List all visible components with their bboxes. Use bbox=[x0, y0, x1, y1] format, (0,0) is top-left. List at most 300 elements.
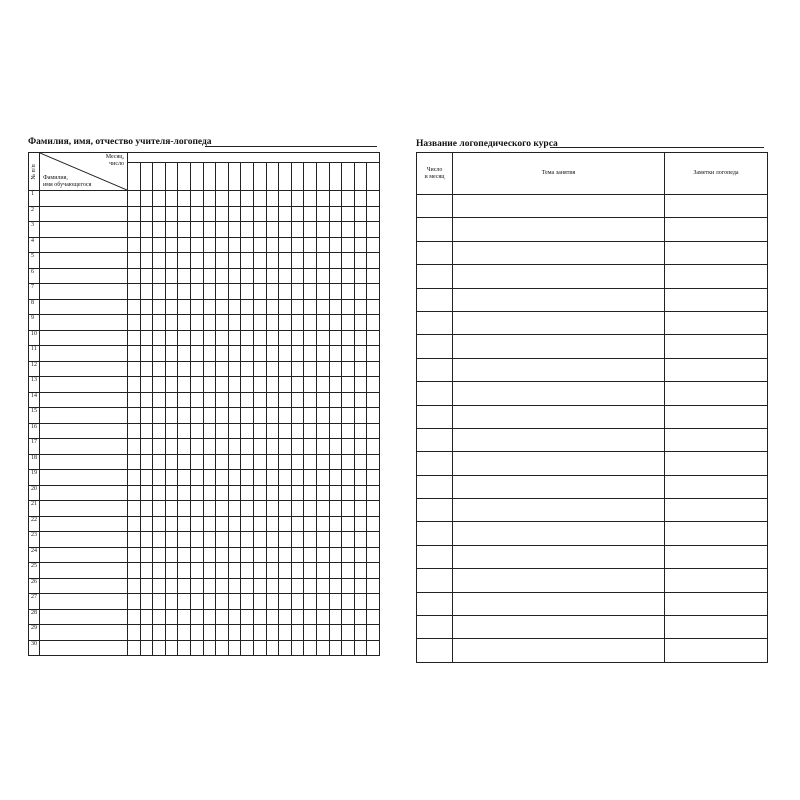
attendance-cell[interactable] bbox=[266, 191, 279, 207]
attendance-cell[interactable] bbox=[316, 330, 329, 346]
attendance-cell[interactable] bbox=[291, 578, 304, 594]
attendance-cell[interactable] bbox=[140, 454, 153, 470]
attendance-cell[interactable] bbox=[153, 423, 166, 439]
attendance-cell[interactable] bbox=[316, 222, 329, 238]
attendance-cell[interactable] bbox=[304, 346, 317, 362]
attendance-cell[interactable] bbox=[253, 594, 266, 610]
attendance-cell[interactable] bbox=[241, 485, 254, 501]
attendance-cell[interactable] bbox=[253, 253, 266, 269]
attendance-cell[interactable] bbox=[178, 237, 191, 253]
attendance-cell[interactable] bbox=[253, 237, 266, 253]
attendance-cell[interactable] bbox=[153, 594, 166, 610]
attendance-cell[interactable] bbox=[178, 532, 191, 548]
attendance-cell[interactable] bbox=[354, 454, 367, 470]
attendance-cell[interactable] bbox=[140, 439, 153, 455]
attendance-cell[interactable] bbox=[342, 377, 355, 393]
attendance-cell[interactable] bbox=[279, 268, 292, 284]
attendance-cell[interactable] bbox=[316, 377, 329, 393]
attendance-cell[interactable] bbox=[367, 454, 380, 470]
attendance-cell[interactable] bbox=[153, 392, 166, 408]
attendance-cell[interactable] bbox=[291, 470, 304, 486]
attendance-cell[interactable] bbox=[190, 299, 203, 315]
topic-cell[interactable] bbox=[453, 405, 665, 428]
attendance-cell[interactable] bbox=[190, 237, 203, 253]
attendance-cell[interactable] bbox=[354, 516, 367, 532]
attendance-cell[interactable] bbox=[316, 206, 329, 222]
date-header-cell[interactable] bbox=[241, 163, 254, 191]
attendance-cell[interactable] bbox=[216, 330, 229, 346]
attendance-cell[interactable] bbox=[329, 423, 342, 439]
attendance-cell[interactable] bbox=[165, 222, 178, 238]
notes-cell[interactable] bbox=[665, 522, 768, 545]
attendance-cell[interactable] bbox=[203, 299, 216, 315]
attendance-cell[interactable] bbox=[228, 330, 241, 346]
attendance-cell[interactable] bbox=[190, 547, 203, 563]
attendance-cell[interactable] bbox=[140, 547, 153, 563]
attendance-cell[interactable] bbox=[354, 284, 367, 300]
attendance-cell[interactable] bbox=[165, 330, 178, 346]
attendance-cell[interactable] bbox=[253, 563, 266, 579]
attendance-cell[interactable] bbox=[304, 253, 317, 269]
attendance-cell[interactable] bbox=[253, 454, 266, 470]
attendance-cell[interactable] bbox=[165, 377, 178, 393]
attendance-cell[interactable] bbox=[128, 253, 141, 269]
date-cell[interactable] bbox=[417, 569, 453, 592]
attendance-cell[interactable] bbox=[128, 640, 141, 656]
attendance-cell[interactable] bbox=[216, 501, 229, 517]
attendance-cell[interactable] bbox=[203, 454, 216, 470]
attendance-cell[interactable] bbox=[128, 299, 141, 315]
attendance-cell[interactable] bbox=[342, 408, 355, 424]
date-header-cell[interactable] bbox=[253, 163, 266, 191]
attendance-cell[interactable] bbox=[165, 470, 178, 486]
attendance-cell[interactable] bbox=[178, 578, 191, 594]
attendance-cell[interactable] bbox=[316, 578, 329, 594]
attendance-cell[interactable] bbox=[140, 237, 153, 253]
attendance-cell[interactable] bbox=[153, 501, 166, 517]
attendance-cell[interactable] bbox=[266, 640, 279, 656]
attendance-cell[interactable] bbox=[253, 361, 266, 377]
attendance-cell[interactable] bbox=[203, 594, 216, 610]
attendance-cell[interactable] bbox=[316, 609, 329, 625]
attendance-cell[interactable] bbox=[140, 485, 153, 501]
attendance-cell[interactable] bbox=[304, 299, 317, 315]
notes-cell[interactable] bbox=[665, 569, 768, 592]
attendance-cell[interactable] bbox=[190, 485, 203, 501]
attendance-cell[interactable] bbox=[329, 253, 342, 269]
attendance-cell[interactable] bbox=[178, 439, 191, 455]
attendance-cell[interactable] bbox=[279, 640, 292, 656]
attendance-cell[interactable] bbox=[241, 454, 254, 470]
attendance-cell[interactable] bbox=[342, 222, 355, 238]
attendance-cell[interactable] bbox=[153, 206, 166, 222]
attendance-cell[interactable] bbox=[354, 625, 367, 641]
topic-cell[interactable] bbox=[453, 382, 665, 405]
student-name-cell[interactable] bbox=[40, 454, 128, 470]
attendance-cell[interactable] bbox=[140, 609, 153, 625]
date-header-cell[interactable] bbox=[304, 163, 317, 191]
attendance-cell[interactable] bbox=[253, 392, 266, 408]
attendance-cell[interactable] bbox=[153, 253, 166, 269]
attendance-cell[interactable] bbox=[291, 454, 304, 470]
date-cell[interactable] bbox=[417, 475, 453, 498]
attendance-cell[interactable] bbox=[279, 408, 292, 424]
attendance-cell[interactable] bbox=[190, 439, 203, 455]
attendance-cell[interactable] bbox=[178, 361, 191, 377]
attendance-cell[interactable] bbox=[354, 485, 367, 501]
attendance-cell[interactable] bbox=[367, 532, 380, 548]
attendance-cell[interactable] bbox=[140, 625, 153, 641]
attendance-cell[interactable] bbox=[228, 346, 241, 362]
attendance-cell[interactable] bbox=[128, 392, 141, 408]
attendance-cell[interactable] bbox=[165, 408, 178, 424]
attendance-cell[interactable] bbox=[316, 392, 329, 408]
attendance-cell[interactable] bbox=[203, 191, 216, 207]
attendance-cell[interactable] bbox=[304, 206, 317, 222]
attendance-cell[interactable] bbox=[128, 284, 141, 300]
attendance-cell[interactable] bbox=[203, 377, 216, 393]
attendance-cell[interactable] bbox=[266, 625, 279, 641]
attendance-cell[interactable] bbox=[241, 532, 254, 548]
attendance-cell[interactable] bbox=[354, 191, 367, 207]
student-name-cell[interactable] bbox=[40, 547, 128, 563]
attendance-cell[interactable] bbox=[216, 253, 229, 269]
attendance-cell[interactable] bbox=[266, 594, 279, 610]
attendance-cell[interactable] bbox=[228, 284, 241, 300]
attendance-cell[interactable] bbox=[190, 392, 203, 408]
date-cell[interactable] bbox=[417, 428, 453, 451]
attendance-cell[interactable] bbox=[304, 594, 317, 610]
topic-cell[interactable] bbox=[453, 545, 665, 568]
attendance-cell[interactable] bbox=[241, 439, 254, 455]
attendance-cell[interactable] bbox=[140, 253, 153, 269]
attendance-cell[interactable] bbox=[216, 423, 229, 439]
attendance-cell[interactable] bbox=[316, 253, 329, 269]
attendance-cell[interactable] bbox=[203, 408, 216, 424]
attendance-cell[interactable] bbox=[190, 423, 203, 439]
attendance-cell[interactable] bbox=[279, 563, 292, 579]
topic-cell[interactable] bbox=[453, 592, 665, 615]
teacher-name-line[interactable] bbox=[205, 146, 377, 147]
attendance-cell[interactable] bbox=[266, 516, 279, 532]
attendance-cell[interactable] bbox=[367, 625, 380, 641]
attendance-cell[interactable] bbox=[140, 206, 153, 222]
attendance-cell[interactable] bbox=[241, 594, 254, 610]
attendance-cell[interactable] bbox=[190, 330, 203, 346]
topic-cell[interactable] bbox=[453, 475, 665, 498]
attendance-cell[interactable] bbox=[329, 315, 342, 331]
attendance-cell[interactable] bbox=[329, 625, 342, 641]
attendance-cell[interactable] bbox=[253, 222, 266, 238]
attendance-cell[interactable] bbox=[329, 547, 342, 563]
attendance-cell[interactable] bbox=[367, 563, 380, 579]
date-header-cell[interactable] bbox=[128, 163, 141, 191]
attendance-cell[interactable] bbox=[342, 578, 355, 594]
attendance-cell[interactable] bbox=[216, 284, 229, 300]
attendance-cell[interactable] bbox=[304, 361, 317, 377]
date-cell[interactable] bbox=[417, 592, 453, 615]
attendance-cell[interactable] bbox=[140, 284, 153, 300]
attendance-cell[interactable] bbox=[216, 454, 229, 470]
attendance-cell[interactable] bbox=[342, 470, 355, 486]
attendance-cell[interactable] bbox=[342, 237, 355, 253]
date-header-cell[interactable] bbox=[165, 163, 178, 191]
attendance-cell[interactable] bbox=[316, 299, 329, 315]
attendance-cell[interactable] bbox=[253, 206, 266, 222]
attendance-cell[interactable] bbox=[178, 392, 191, 408]
attendance-cell[interactable] bbox=[304, 609, 317, 625]
attendance-cell[interactable] bbox=[279, 439, 292, 455]
attendance-cell[interactable] bbox=[153, 377, 166, 393]
attendance-cell[interactable] bbox=[140, 640, 153, 656]
notes-cell[interactable] bbox=[665, 335, 768, 358]
attendance-cell[interactable] bbox=[153, 315, 166, 331]
attendance-cell[interactable] bbox=[304, 454, 317, 470]
attendance-cell[interactable] bbox=[279, 346, 292, 362]
attendance-cell[interactable] bbox=[190, 268, 203, 284]
attendance-cell[interactable] bbox=[279, 361, 292, 377]
attendance-cell[interactable] bbox=[329, 408, 342, 424]
attendance-cell[interactable] bbox=[153, 191, 166, 207]
attendance-cell[interactable] bbox=[266, 454, 279, 470]
attendance-cell[interactable] bbox=[203, 609, 216, 625]
attendance-cell[interactable] bbox=[342, 563, 355, 579]
attendance-cell[interactable] bbox=[291, 485, 304, 501]
attendance-cell[interactable] bbox=[367, 470, 380, 486]
attendance-cell[interactable] bbox=[279, 547, 292, 563]
attendance-cell[interactable] bbox=[354, 609, 367, 625]
attendance-cell[interactable] bbox=[241, 609, 254, 625]
attendance-cell[interactable] bbox=[228, 594, 241, 610]
attendance-cell[interactable] bbox=[367, 299, 380, 315]
attendance-cell[interactable] bbox=[140, 315, 153, 331]
attendance-cell[interactable] bbox=[367, 191, 380, 207]
attendance-cell[interactable] bbox=[203, 423, 216, 439]
attendance-cell[interactable] bbox=[266, 439, 279, 455]
attendance-cell[interactable] bbox=[253, 439, 266, 455]
attendance-cell[interactable] bbox=[329, 470, 342, 486]
date-cell[interactable] bbox=[417, 405, 453, 428]
attendance-cell[interactable] bbox=[329, 206, 342, 222]
attendance-cell[interactable] bbox=[190, 361, 203, 377]
attendance-cell[interactable] bbox=[279, 578, 292, 594]
date-cell[interactable] bbox=[417, 545, 453, 568]
attendance-cell[interactable] bbox=[228, 191, 241, 207]
topic-cell[interactable] bbox=[453, 428, 665, 451]
attendance-cell[interactable] bbox=[329, 454, 342, 470]
notes-cell[interactable] bbox=[665, 428, 768, 451]
attendance-cell[interactable] bbox=[216, 594, 229, 610]
attendance-cell[interactable] bbox=[367, 439, 380, 455]
attendance-cell[interactable] bbox=[354, 408, 367, 424]
attendance-cell[interactable] bbox=[342, 361, 355, 377]
student-name-cell[interactable] bbox=[40, 625, 128, 641]
attendance-cell[interactable] bbox=[241, 268, 254, 284]
attendance-cell[interactable] bbox=[165, 516, 178, 532]
attendance-cell[interactable] bbox=[216, 516, 229, 532]
attendance-cell[interactable] bbox=[178, 423, 191, 439]
attendance-cell[interactable] bbox=[241, 578, 254, 594]
attendance-cell[interactable] bbox=[354, 206, 367, 222]
student-name-cell[interactable] bbox=[40, 237, 128, 253]
notes-cell[interactable] bbox=[665, 452, 768, 475]
student-name-cell[interactable] bbox=[40, 563, 128, 579]
attendance-cell[interactable] bbox=[329, 485, 342, 501]
date-cell[interactable] bbox=[417, 195, 453, 218]
attendance-cell[interactable] bbox=[291, 377, 304, 393]
attendance-cell[interactable] bbox=[165, 392, 178, 408]
attendance-cell[interactable] bbox=[342, 299, 355, 315]
date-header-cell[interactable] bbox=[178, 163, 191, 191]
attendance-cell[interactable] bbox=[203, 253, 216, 269]
attendance-cell[interactable] bbox=[178, 563, 191, 579]
attendance-cell[interactable] bbox=[304, 191, 317, 207]
attendance-cell[interactable] bbox=[153, 346, 166, 362]
attendance-cell[interactable] bbox=[140, 346, 153, 362]
attendance-cell[interactable] bbox=[354, 578, 367, 594]
attendance-cell[interactable] bbox=[342, 609, 355, 625]
attendance-cell[interactable] bbox=[316, 408, 329, 424]
date-cell[interactable] bbox=[417, 288, 453, 311]
attendance-cell[interactable] bbox=[190, 315, 203, 331]
attendance-cell[interactable] bbox=[354, 222, 367, 238]
attendance-cell[interactable] bbox=[178, 268, 191, 284]
attendance-cell[interactable] bbox=[291, 253, 304, 269]
attendance-cell[interactable] bbox=[216, 439, 229, 455]
attendance-cell[interactable] bbox=[367, 361, 380, 377]
attendance-cell[interactable] bbox=[203, 268, 216, 284]
date-cell[interactable] bbox=[417, 265, 453, 288]
student-name-cell[interactable] bbox=[40, 361, 128, 377]
attendance-cell[interactable] bbox=[178, 377, 191, 393]
attendance-cell[interactable] bbox=[354, 346, 367, 362]
attendance-cell[interactable] bbox=[153, 625, 166, 641]
topic-cell[interactable] bbox=[453, 288, 665, 311]
attendance-cell[interactable] bbox=[266, 377, 279, 393]
attendance-cell[interactable] bbox=[367, 501, 380, 517]
attendance-cell[interactable] bbox=[329, 439, 342, 455]
attendance-cell[interactable] bbox=[304, 439, 317, 455]
attendance-cell[interactable] bbox=[291, 222, 304, 238]
attendance-cell[interactable] bbox=[279, 470, 292, 486]
attendance-cell[interactable] bbox=[279, 609, 292, 625]
attendance-cell[interactable] bbox=[354, 361, 367, 377]
attendance-cell[interactable] bbox=[304, 640, 317, 656]
attendance-cell[interactable] bbox=[253, 377, 266, 393]
attendance-cell[interactable] bbox=[228, 268, 241, 284]
attendance-cell[interactable] bbox=[354, 377, 367, 393]
student-name-cell[interactable] bbox=[40, 485, 128, 501]
attendance-cell[interactable] bbox=[216, 640, 229, 656]
attendance-cell[interactable] bbox=[190, 284, 203, 300]
attendance-cell[interactable] bbox=[128, 315, 141, 331]
attendance-cell[interactable] bbox=[367, 423, 380, 439]
attendance-cell[interactable] bbox=[304, 237, 317, 253]
attendance-cell[interactable] bbox=[190, 578, 203, 594]
attendance-cell[interactable] bbox=[228, 315, 241, 331]
topic-cell[interactable] bbox=[453, 311, 665, 334]
student-name-cell[interactable] bbox=[40, 501, 128, 517]
attendance-cell[interactable] bbox=[367, 408, 380, 424]
attendance-cell[interactable] bbox=[216, 268, 229, 284]
attendance-cell[interactable] bbox=[228, 222, 241, 238]
attendance-cell[interactable] bbox=[178, 315, 191, 331]
notes-cell[interactable] bbox=[665, 265, 768, 288]
date-header-cell[interactable] bbox=[291, 163, 304, 191]
attendance-cell[interactable] bbox=[128, 547, 141, 563]
attendance-cell[interactable] bbox=[253, 284, 266, 300]
attendance-cell[interactable] bbox=[367, 268, 380, 284]
attendance-cell[interactable] bbox=[291, 609, 304, 625]
attendance-cell[interactable] bbox=[165, 237, 178, 253]
attendance-cell[interactable] bbox=[228, 578, 241, 594]
attendance-cell[interactable] bbox=[178, 299, 191, 315]
attendance-cell[interactable] bbox=[140, 408, 153, 424]
attendance-cell[interactable] bbox=[316, 268, 329, 284]
attendance-cell[interactable] bbox=[153, 563, 166, 579]
topic-cell[interactable] bbox=[453, 195, 665, 218]
attendance-cell[interactable] bbox=[228, 377, 241, 393]
attendance-cell[interactable] bbox=[203, 346, 216, 362]
attendance-cell[interactable] bbox=[253, 346, 266, 362]
date-header-cell[interactable] bbox=[153, 163, 166, 191]
date-header-cell[interactable] bbox=[228, 163, 241, 191]
attendance-cell[interactable] bbox=[354, 315, 367, 331]
attendance-cell[interactable] bbox=[241, 501, 254, 517]
attendance-cell[interactable] bbox=[165, 640, 178, 656]
topic-cell[interactable] bbox=[453, 639, 665, 662]
attendance-cell[interactable] bbox=[153, 268, 166, 284]
attendance-cell[interactable] bbox=[329, 222, 342, 238]
attendance-cell[interactable] bbox=[241, 346, 254, 362]
attendance-cell[interactable] bbox=[178, 284, 191, 300]
date-cell[interactable] bbox=[417, 311, 453, 334]
student-name-cell[interactable] bbox=[40, 423, 128, 439]
attendance-cell[interactable] bbox=[165, 594, 178, 610]
attendance-cell[interactable] bbox=[128, 625, 141, 641]
attendance-cell[interactable] bbox=[291, 206, 304, 222]
attendance-cell[interactable] bbox=[304, 392, 317, 408]
date-cell[interactable] bbox=[417, 382, 453, 405]
attendance-cell[interactable] bbox=[228, 640, 241, 656]
attendance-cell[interactable] bbox=[203, 532, 216, 548]
attendance-cell[interactable] bbox=[228, 609, 241, 625]
attendance-cell[interactable] bbox=[128, 439, 141, 455]
attendance-cell[interactable] bbox=[266, 253, 279, 269]
topic-cell[interactable] bbox=[453, 499, 665, 522]
attendance-cell[interactable] bbox=[178, 609, 191, 625]
attendance-cell[interactable] bbox=[342, 625, 355, 641]
attendance-cell[interactable] bbox=[304, 625, 317, 641]
topic-cell[interactable] bbox=[453, 218, 665, 241]
attendance-cell[interactable] bbox=[140, 563, 153, 579]
attendance-cell[interactable] bbox=[367, 330, 380, 346]
attendance-cell[interactable] bbox=[354, 532, 367, 548]
notes-cell[interactable] bbox=[665, 195, 768, 218]
attendance-cell[interactable] bbox=[241, 191, 254, 207]
attendance-cell[interactable] bbox=[367, 547, 380, 563]
attendance-cell[interactable] bbox=[190, 516, 203, 532]
notes-cell[interactable] bbox=[665, 499, 768, 522]
attendance-cell[interactable] bbox=[329, 268, 342, 284]
attendance-cell[interactable] bbox=[140, 470, 153, 486]
attendance-cell[interactable] bbox=[291, 423, 304, 439]
attendance-cell[interactable] bbox=[128, 563, 141, 579]
date-header-cell[interactable] bbox=[354, 163, 367, 191]
attendance-cell[interactable] bbox=[216, 346, 229, 362]
attendance-cell[interactable] bbox=[329, 563, 342, 579]
attendance-cell[interactable] bbox=[216, 377, 229, 393]
